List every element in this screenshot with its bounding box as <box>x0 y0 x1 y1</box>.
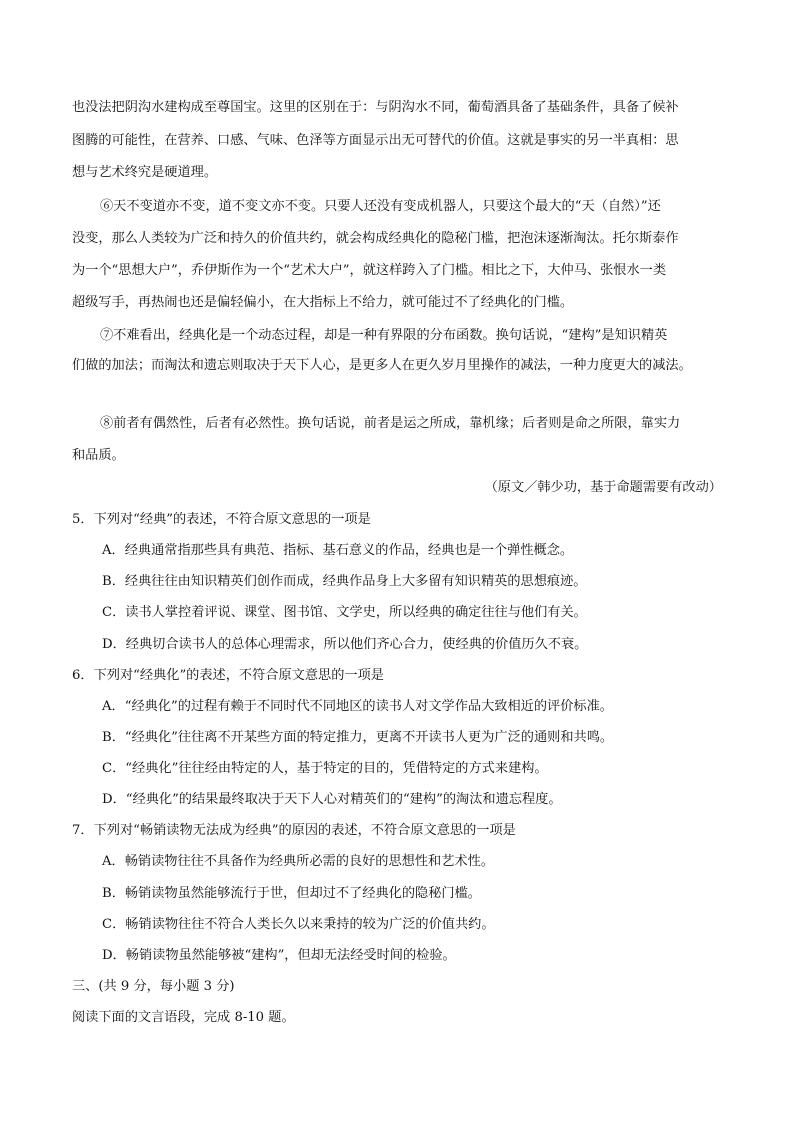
question-6-option-a: A．“经典化”的过程有赖于不同时代不同地区的读书人对文学作品大致相近的评价标准。 <box>102 699 613 714</box>
paragraph-7-line: 们做的加法；而淘汰和遗忘则取决于天下人心，是更多人在更久岁月里操作的减法，一种力度更大的减法。 <box>72 358 692 373</box>
paragraph-6-line: ⑥天不变道亦不变，道不变文亦不变。只要人还没有变成机器人，只要这个最大的“天（自然）”还 <box>100 199 661 214</box>
paragraph-7-line: ⑦不难看出，经典化是一个动态过程，却是一种有界限的分布函数。换句话说，“建构”是知识精英 <box>100 328 668 343</box>
paragraph-8-line: ⑧前者有偶然性，后者有必然性。换句话说，前者是运之所成，靠机缘；后者则是命之所限，靠实力 <box>100 416 681 431</box>
question-5-option-c: C．读书人掌控着评说、课堂、图书馆、文学史，所以经典的确定往往与他们有关。 <box>102 605 587 620</box>
question-7-option-c: C．畅销读物往往不符合人类长久以来秉持的较为广泛的价值共约。 <box>102 917 495 932</box>
paragraph-8-line: 和品质。 <box>72 448 125 463</box>
question-6-stem: 6．下列对“经典化”的表述，不符合原文意思的一项是 <box>72 668 384 683</box>
paragraph-6-line: 为一个“思想大户”，乔伊斯作为一个“艺术大户”，就这样跨入了门槛。相比之下，大仲马、张恨水一类 <box>72 263 667 278</box>
passage-line: 也没法把阴沟水建构成至尊国宝。这里的区别在于：与阴沟水不同，葡萄酒具备了基础条件，具备了候补 <box>72 100 679 115</box>
question-5-option-d: D．经典切合读书人的总体心理需求，所以他们齐心合力，使经典的价值历久不衰。 <box>102 637 588 652</box>
section-3-instruction: 阅读下面的文言语段，完成 8-10 题。 <box>72 1010 295 1025</box>
passage-line: 想与艺术终究是硬道理。 <box>72 165 218 180</box>
question-6-option-c: C．“经典化”往往经由特定的人，基于特定的目的，凭借特定的方式来建构。 <box>102 761 548 776</box>
question-7-stem: 7．下列对“畅销读物无法成为经典”的原因的表述，不符合原文意思的一项是 <box>72 823 516 838</box>
paragraph-6-line: 没变，那么人类较为广泛和持久的价值共约，就会构成经典化的隐秘门槛，把泡沫逐渐淘汰。托尔斯泰作 <box>72 231 679 246</box>
question-7-option-a: A．畅销读物往往不具备作为经典所必需的良好的思想性和艺术性。 <box>102 854 494 869</box>
source-attribution: （原文／韩少功，基于命题需要有改动） <box>484 480 722 495</box>
question-7-option-d: D．畅销读物虽然能够被“建构”，但却无法经受时间的检验。 <box>102 948 456 963</box>
question-6-option-d: D．“经典化”的结果最终取决于天下人心对精英们的“建构”的淘汰和遗忘程度。 <box>102 792 562 807</box>
question-5-stem: 5．下列对“经典”的表述，不符合原文意思的一项是 <box>72 512 371 527</box>
paragraph-6-line: 超级写手，再热闹也还是偏轻偏小，在大指标上不给力，就可能过不了经典化的门槛。 <box>72 295 574 310</box>
question-5-option-b: B．经典往往由知识精英们创作而成，经典作品身上大多留有知识精英的思想痕迹。 <box>102 574 587 589</box>
question-7-option-b: B．畅销读物虽然能够流行于世，但却过不了经典化的隐秘门槛。 <box>102 886 481 901</box>
question-5-option-a: A．经典通常指那些具有典范、指标、基石意义的作品，经典也是一个弹性概念。 <box>102 543 574 558</box>
section-3-heading: 三、(共 9 分，每小题 3 分) <box>72 979 235 994</box>
question-6-option-b: B．“经典化”往往离不开某些方面的特定推力，更离不开读书人更为广泛的通则和共鸣。 <box>102 730 614 745</box>
passage-line: 图腾的可能性，在营养、口感、气味、色泽等方面显示出无可替代的价值。这就是事实的另一半真相：思 <box>72 133 679 148</box>
